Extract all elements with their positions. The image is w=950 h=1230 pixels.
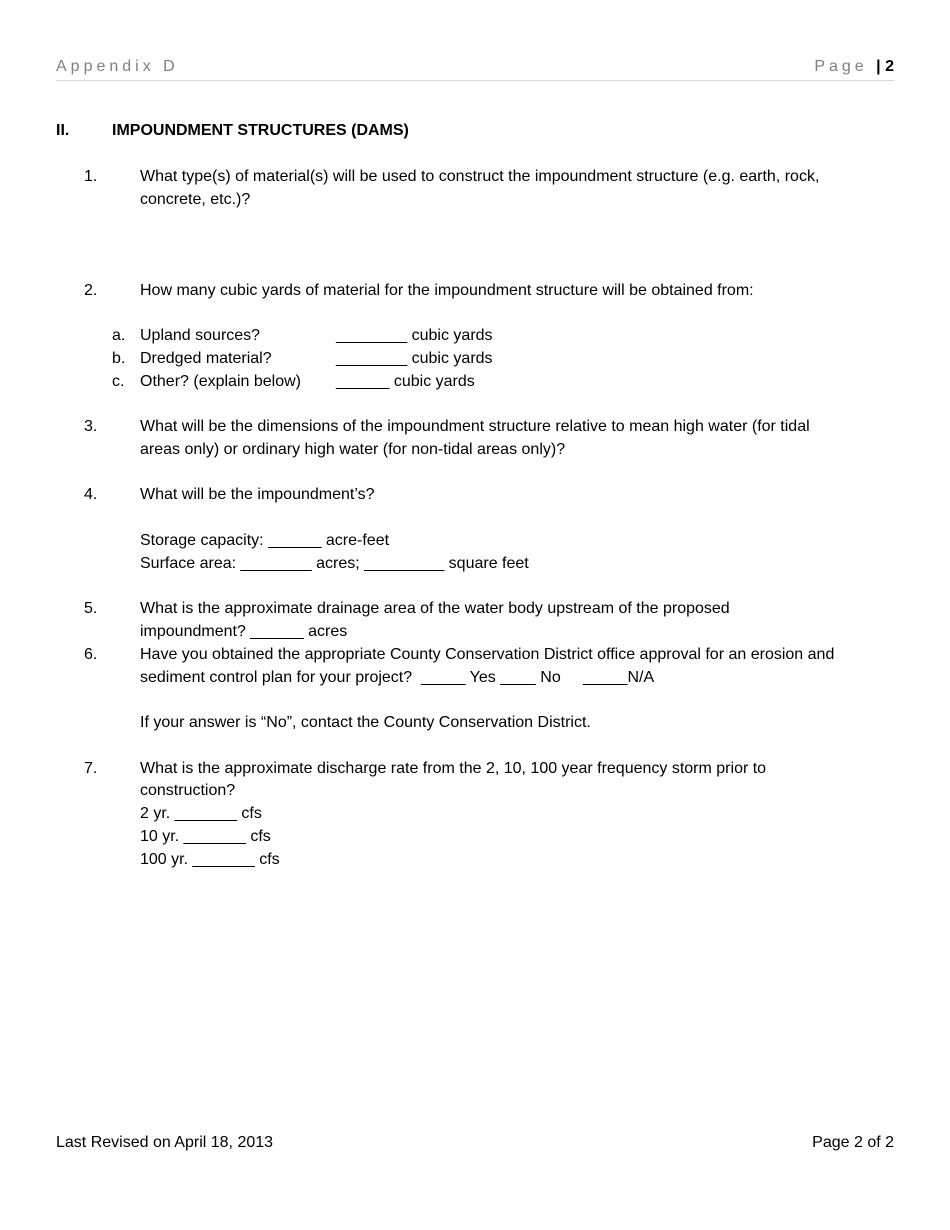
q5-text-line2[interactable]: impoundment? ______ acres — [140, 623, 348, 640]
q7-rate-100yr[interactable]: 100 yr. _______ cfs — [140, 851, 280, 868]
q4-text-line1: What will be the impoundment’s? — [140, 486, 375, 503]
q6-text-line2[interactable]: sediment control plan for your project? _____ Yes ____ No _____N/A — [140, 669, 655, 686]
q2-item-a-letter: a. — [112, 327, 126, 344]
header-separator: | — [876, 58, 881, 75]
q1-number: 1. — [84, 168, 98, 185]
q2-item-a-label: Upland sources? — [140, 327, 261, 344]
q3-number: 3. — [84, 418, 98, 435]
footer-page-of: Page 2 of 2 — [812, 1134, 894, 1151]
section-number: II. — [56, 122, 70, 139]
q5-text-line1: What is the approximate drainage area of the water body upstream of the proposed — [140, 600, 730, 617]
q2-item-b-letter: b. — [112, 350, 126, 367]
q4-surface-area[interactable]: Surface area: ________ acres; _________ square feet — [140, 555, 529, 572]
q2-item-c-value[interactable]: ______ cubic yards — [336, 373, 475, 390]
header-page-indicator — [814, 58, 894, 76]
footer-last-revised: Last Revised on April 18, 2013 — [56, 1134, 274, 1151]
q2-item-c-label: Other? (explain below) — [140, 373, 301, 390]
header-page-word: Page — [814, 58, 868, 75]
q3-text-line2: areas only) or ordinary high water (for non-tidal areas only)? — [140, 441, 566, 458]
q7-text-line2: construction? — [140, 782, 236, 799]
q6-number: 6. — [84, 646, 98, 663]
header-page-number: 2 — [885, 58, 894, 75]
q2-item-c-letter: c. — [112, 373, 125, 390]
q7-number: 7. — [84, 760, 98, 777]
q2-item-b-label: Dredged material? — [140, 350, 272, 367]
q2-item-a-value[interactable]: ________ cubic yards — [336, 327, 493, 344]
q2-text-line1: How many cubic yards of material for the impoundment structure will be obtained from: — [140, 282, 754, 299]
q5-number: 5. — [84, 600, 98, 617]
q2-item-b-value[interactable]: ________ cubic yards — [336, 350, 493, 367]
q7-rate-2yr[interactable]: 2 yr. _______ cfs — [140, 805, 262, 822]
q1-text-line2: concrete, etc.)? — [140, 191, 251, 208]
q6-note: If your answer is “No”, contact the County Conservation District. — [140, 714, 591, 731]
q7-text-line1: What is the approximate discharge rate from the 2, 10, 100 year frequency storm prior to — [140, 760, 767, 777]
q7-rate-10yr[interactable]: 10 yr. _______ cfs — [140, 828, 271, 845]
q3-text-line1: What will be the dimensions of the impoundment structure relative to mean high water (for tidal — [140, 418, 810, 435]
q2-number: 2. — [84, 282, 98, 299]
q6-text-line1: Have you obtained the appropriate County Conservation District office approval for an erosion and — [140, 646, 835, 663]
q1-text-line1: What type(s) of material(s) will be used to construct the impoundment structure (e.g. earth, rock, — [140, 168, 820, 185]
section-title: IMPOUNDMENT STRUCTURES (DAMS) — [112, 122, 409, 139]
header-appendix-label: Appendix D — [56, 58, 179, 75]
q4-number: 4. — [84, 486, 98, 503]
q4-storage-capacity[interactable]: Storage capacity: ______ acre-feet — [140, 532, 390, 549]
header-divider — [56, 80, 894, 81]
